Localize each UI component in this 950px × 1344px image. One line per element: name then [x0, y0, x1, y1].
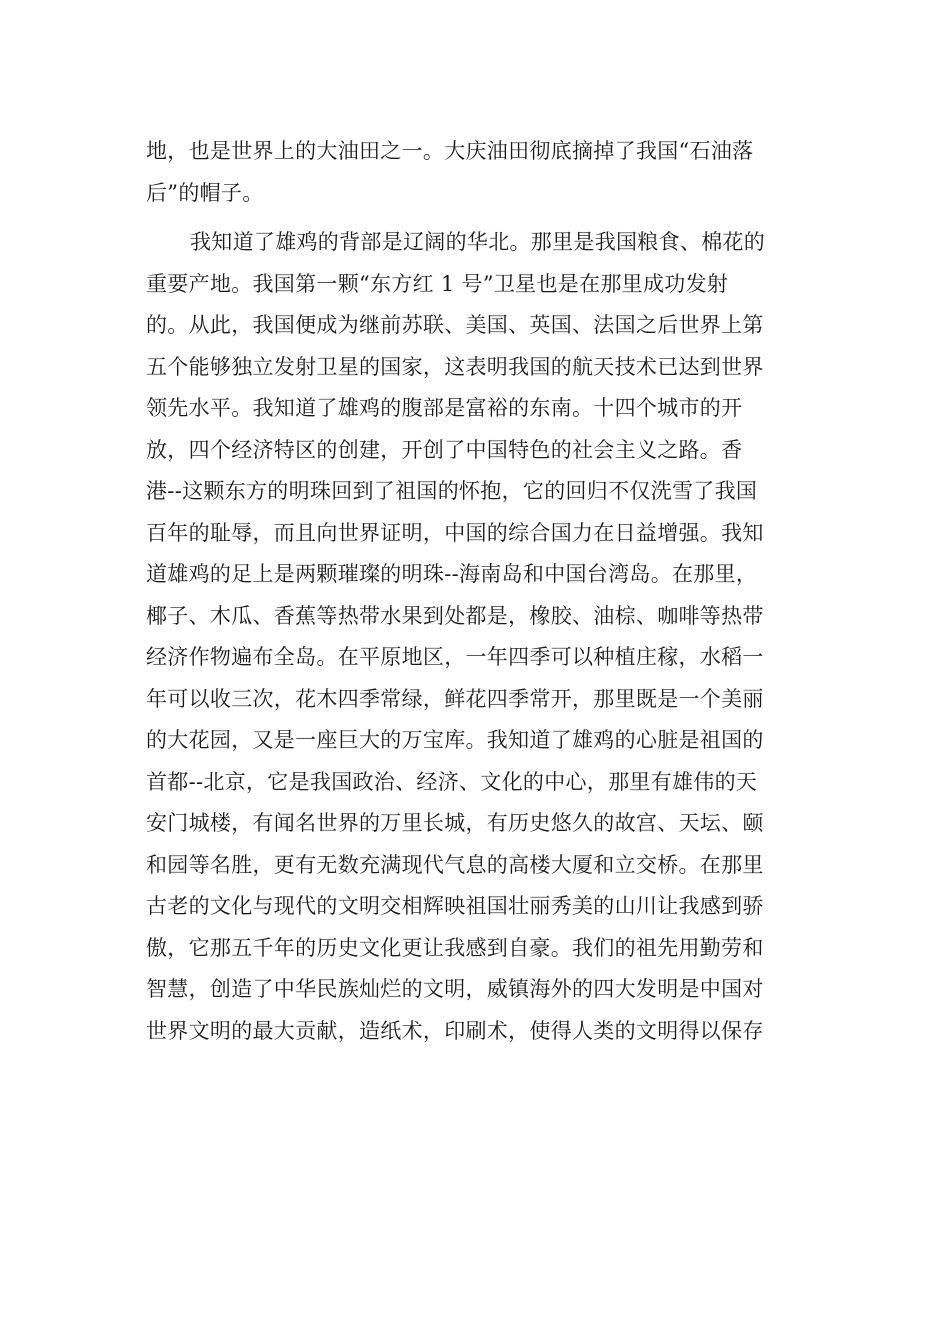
text-line: 地，也是世界上的大油田之一。大庆油田彻底摘掉了我国“石油落 [146, 139, 754, 163]
text-line: 重要产地。我国第一颗“东方红 1 号”卫星也是在那里成功发射 [146, 271, 729, 296]
text-line: 傲，它那五千年的历史文化更让我感到自豪。我们的祖先用勤劳和 [146, 935, 764, 960]
text-line: 年可以收三次，花木四季常绿，鲜花四季常开，那里既是一个美丽 [146, 686, 764, 711]
text-line: 的。从此，我国便成为继前苏联、美国、英国、法国之后世界上第 [146, 313, 764, 337]
text-line: 后”的帽子。 [146, 180, 264, 205]
text-line: 安门城楼，有闻名世界的万里长城，有历史悠久的故宫、天坛、颐 [146, 811, 764, 835]
paragraph-first-line: 我知道了雄鸡的背部是辽阔的华北。那里是我国粮食、棉花的 [190, 230, 766, 254]
text-line: 领先水平。我知道了雄鸡的腹部是富裕的东南。十四个城市的开 [146, 396, 743, 420]
text-line: 世界文明的最大贡献，造纸术，印刷术，使得人类的文明得以保存 [146, 1018, 764, 1043]
text-line: 智慧，创造了中华民族灿烂的文明，威镇海外的四大发明是中国对 [146, 977, 764, 1001]
text-line: 椰子、木瓜、香蕉等热带水果到处都是，橡胶、油棕、咖啡等热带 [146, 603, 764, 628]
text-line: 经济作物遍布全岛。在平原地区，一年四季可以种植庄稼，水稻一 [146, 645, 764, 669]
text-line: 五个能够独立发射卫星的国家，这表明我国的航天技术已达到世界 [146, 354, 764, 379]
text-line: 道雄鸡的足上是两颗璀璨的明珠--海南岛和中国台湾岛。在那里， [146, 562, 758, 586]
text-line: 的大花园，又是一座巨大的万宝库。我知道了雄鸡的心脏是祖国的 [146, 728, 764, 752]
body-text [146, 131, 805, 1052]
text-line: 放，四个经济特区的创建，开创了中国特色的社会主义之路。香 [146, 437, 743, 462]
text-line: 古老的文化与现代的文明交相辉映祖国壮丽秀美的山川让我感到骄 [146, 894, 764, 918]
text-line: 首都--北京，它是我国政治、经济、文化的中心，那里有雄伟的天 [146, 769, 758, 794]
text-line: 和园等名胜，更有无数充满现代气息的高楼大厦和立交桥。在那里 [146, 852, 764, 877]
text-line: 百年的耻辱，而且向世界证明，中国的综合国力在日益增强。我知 [146, 520, 764, 545]
text-line: 港--这颗东方的明珠回到了祖国的怀抱，它的回归不仅洗雪了我国 [146, 479, 758, 503]
